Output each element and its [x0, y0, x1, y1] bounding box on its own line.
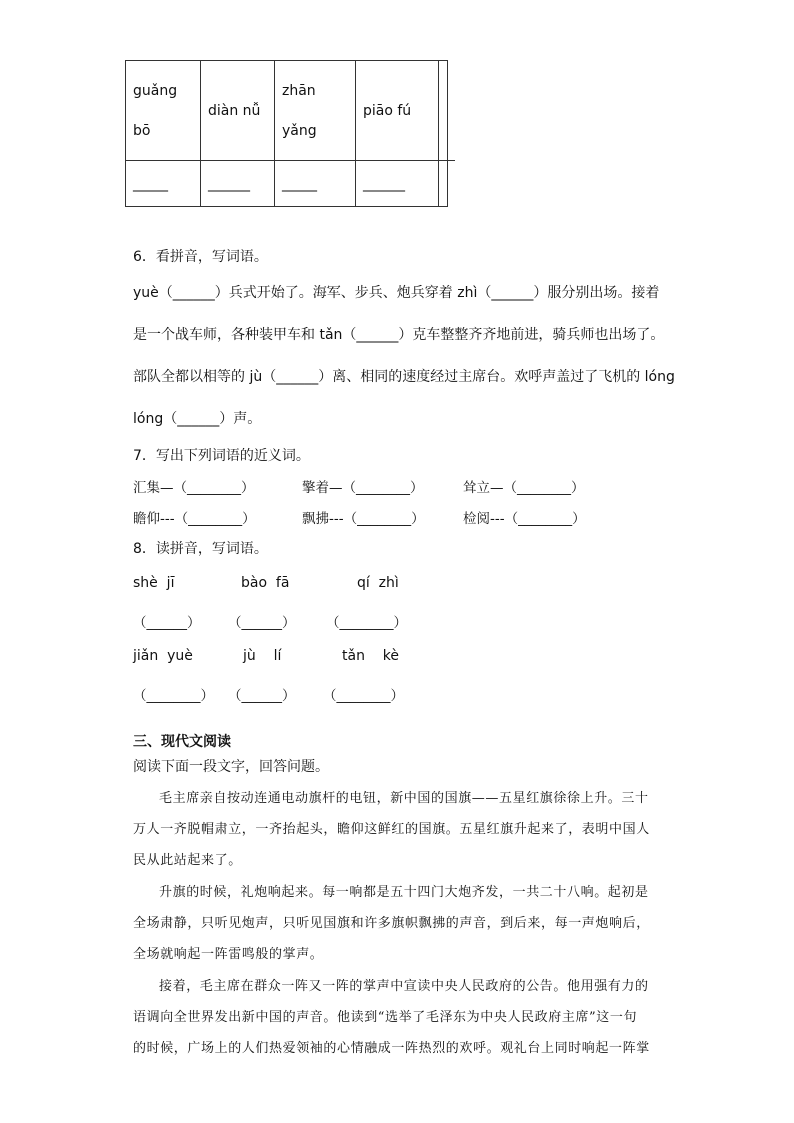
- question-7-title: 7．写出下列词语的近义词。: [133, 448, 310, 464]
- table-cell: [448, 61, 456, 161]
- question-6-line: yuè（______）兵式开始了。海军、步兵、炮兵穿着 zhì（______）服分别出场。接着: [133, 285, 660, 301]
- pinyin-text: zhān: [282, 82, 316, 99]
- table-cell: [356, 61, 439, 161]
- question-6-line: 部队全都以相等的 jù（______）离、相同的速度经过主席台。欢呼声盖过了飞机的 lóng: [133, 369, 675, 385]
- answer-blank[interactable]: _____: [133, 175, 168, 192]
- table-cell: [126, 61, 201, 161]
- passage-line: 语调向全世界发出新中国的声音。他读到“选举了毛泽东为中央人民政府主席”这一句: [133, 1010, 638, 1025]
- synonym-item: 耸立—（________）: [463, 480, 585, 496]
- pinyin-text: shè jī: [133, 575, 175, 591]
- passage-line: 全场肃静，只听见炮声，只听见国旗和许多旗帜飘拂的声音，到后来，每一声炮响后，: [133, 916, 650, 931]
- passage-line: 全场就响起一阵雷鸣般的掌声。: [133, 947, 324, 962]
- pinyin-text: qí zhì: [357, 575, 399, 591]
- section-heading: 三、现代文阅读: [133, 734, 231, 750]
- answer-blank[interactable]: _____: [282, 175, 317, 192]
- answer-blank[interactable]: ______: [208, 175, 250, 192]
- table-cell: [275, 61, 356, 161]
- table-cell[interactable]: [356, 161, 439, 207]
- passage-line: 接着，毛主席在群众一阵又一阵的掌声中宣读中央人民政府的公告。他用强有力的: [159, 979, 649, 994]
- passage-line: 万人一齐脱帽肃立，一齐抬起头，瞻仰这鲜红的国旗。五星红旗升起来了，表明中国人: [133, 822, 650, 837]
- pinyin-text: bào fā: [241, 575, 290, 591]
- passage-line: 的时候，广场上的人们热爱领袖的心情融成一阵热烈的欢呼。观礼台上同时响起一阵掌: [133, 1041, 650, 1056]
- table-cell: [439, 61, 448, 161]
- pinyin-text: tǎn kè: [342, 648, 399, 664]
- synonym-item: 瞻仰---（________）: [133, 511, 256, 527]
- synonym-item: 检阅---（________）: [463, 511, 586, 527]
- table-cell: [439, 161, 448, 207]
- table-cell: [201, 61, 275, 161]
- question-8-title: 8．读拼音，写词语。: [133, 541, 268, 557]
- table-cell[interactable]: [201, 161, 275, 207]
- answer-blank[interactable]: （________）: [326, 615, 407, 631]
- question-6-title: 6．看拼音，写词语。: [133, 249, 268, 265]
- section-intro: 阅读下面一段文字，回答问题。: [133, 759, 329, 775]
- passage-line: 毛主席亲自按动连通电动旗杆的电钮，新中国的国旗——五星红旗徐徐上升。三十: [159, 791, 649, 806]
- pinyin-text: piāo fú: [363, 102, 412, 119]
- answer-blank[interactable]: （______）: [228, 688, 296, 704]
- table-cell: [448, 161, 456, 207]
- question-6-line: 是一个战车师，各种装甲车和 tǎn（______）克车整整齐齐地前进，骑兵师也出场了。: [133, 327, 665, 343]
- pinyin-text: jù lí: [243, 648, 282, 664]
- answer-blank[interactable]: （______）: [228, 615, 296, 631]
- answer-blank[interactable]: （________）: [133, 688, 214, 704]
- pinyin-text: yǎng: [282, 122, 317, 139]
- synonym-item: 飘拂---（________）: [302, 511, 425, 527]
- answer-blank[interactable]: （______）: [133, 615, 201, 631]
- pinyin-text: guǎng: [133, 82, 178, 99]
- pinyin-text: diàn nǚ: [208, 102, 261, 119]
- synonym-item: 汇集—（________）: [133, 480, 255, 496]
- pinyin-text: bō: [133, 122, 151, 139]
- synonym-item: 擎着—（________）: [302, 480, 424, 496]
- table-cell[interactable]: [275, 161, 356, 207]
- question-6-line: lóng（______）声。: [133, 411, 262, 427]
- table-cell[interactable]: [126, 161, 201, 207]
- answer-blank[interactable]: （________）: [323, 688, 404, 704]
- passage-line: 升旗的时候，礼炮响起来。每一响都是五十四门大炮齐发，一共二十八响。起初是: [159, 885, 649, 900]
- answer-blank[interactable]: ______: [363, 175, 405, 192]
- passage-line: 民从此站起来了。: [133, 853, 242, 868]
- pinyin-text: jiǎn yuè: [133, 648, 193, 664]
- pinyin-table: [125, 60, 455, 207]
